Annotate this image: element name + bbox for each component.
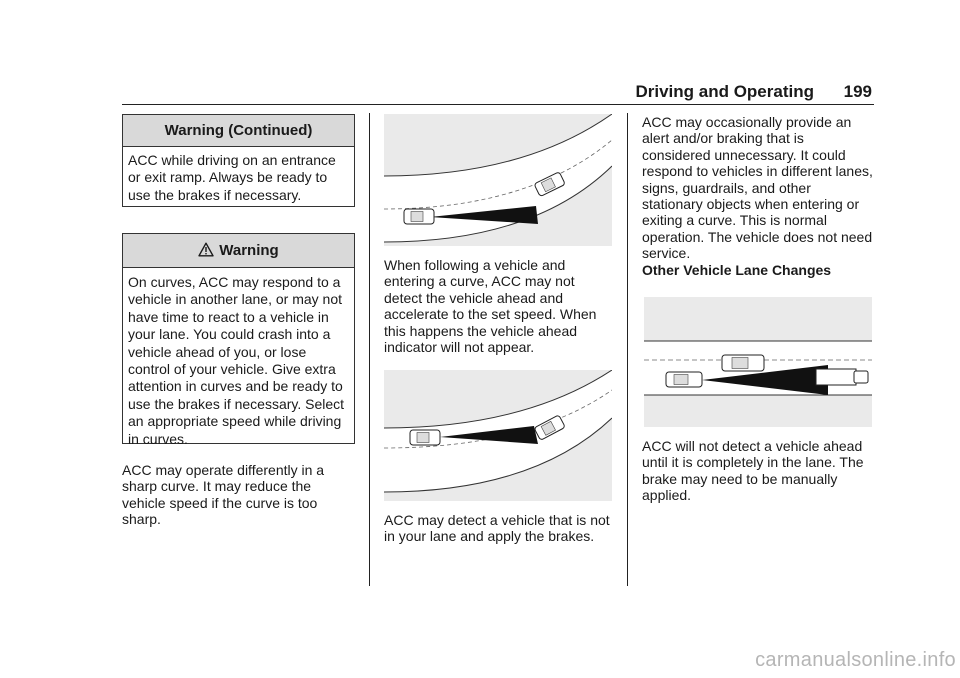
warning-title-bar [123, 234, 354, 268]
warning-triangle-icon [198, 236, 214, 269]
col3-paragraph-1: ACC may occasionally provide an alert and/or braking that is considered unnecessary. It could respond to vehicles in different lanes, signs, guardrails, and other stationary objects when entering or exiting a curve. This is normal operation. The vehicle does not need service. [642, 114, 873, 262]
warning-title: Warning [219, 242, 279, 259]
warning-continued-box [122, 114, 355, 207]
warning-body: On curves, ACC may respond to a vehicle in another lane, or may not have time to react to a vehicle in your lane. You could crash into a vehicle ahead of you, or lose control of your vehicle. Give extra attention in curves and be ready to use the brakes if necessary. Select an appropriate speed while driving in curves. [128, 274, 345, 447]
col2-paragraph-2: ACC may detect a vehicle that is not in your lane and apply the brakes. [384, 512, 610, 545]
col2-paragraph-1: When following a vehicle and entering a curve, ACC may not detect the vehicle ahead and accelerate to the set speed. When this happens the vehicle ahead indicator will not appear. [384, 257, 597, 356]
column-divider-left [369, 113, 370, 586]
section-title: Driving and Operating [635, 82, 814, 101]
header-rule [122, 104, 874, 105]
warning-continued-body: ACC while driving on an entrance or exit ramp. Always be ready to use the brakes if necessary. [128, 152, 336, 203]
figure-curve-adjacent-lane [384, 370, 612, 501]
watermark: carmanualsonline.info [755, 649, 956, 671]
figure-lane-change [644, 297, 872, 427]
figure-curve-following [384, 114, 612, 246]
column-divider-right [627, 113, 628, 586]
page-number: 199 [843, 82, 872, 101]
warning-continued-title: Warning (Continued) [123, 115, 354, 147]
page-header [122, 82, 874, 108]
col1-paragraph: ACC may operate differently in a sharp curve. It may reduce the vehicle speed if the curve is too sharp. [122, 462, 325, 528]
warning-box [122, 233, 355, 447]
col3-subheading: Other Vehicle Lane Changes [642, 262, 832, 278]
col3-paragraph-2: ACC will not detect a vehicle ahead until it is completely in the lane. The brake may need to be manually applied. [642, 438, 864, 504]
